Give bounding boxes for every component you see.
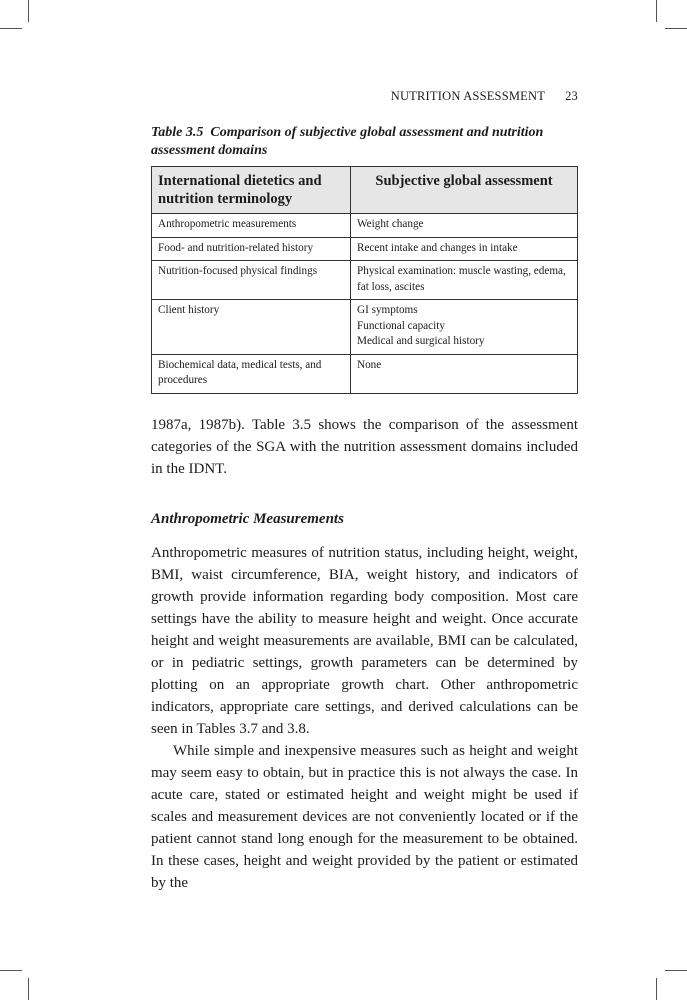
table-row <box>152 237 578 261</box>
cell-line: Weight change <box>357 218 424 230</box>
paragraph-text: Anthropometric measures of nutrition status, including height, weight, BMI, waist circumference, BIA, weight history, and indicators of growth provide information regarding body composition. Most care settings have the ability to measure height and weight. Once accurate height and weight measurements are available, BMI can be calculated, or in pediatric settings, growth parameters can be determined by plotting on an appropriate growth chart. Other anthropometric indicators, appropriate care settings, and derived calculations can be seen in Tables 3.7 and 3.8. <box>151 545 578 737</box>
table-caption-text: Comparison of subjective global assessment and nutrition assessment domains <box>151 125 544 158</box>
cell-sga <box>351 261 578 300</box>
cell-line: GI symptoms <box>357 304 418 316</box>
cell-line: Client history <box>158 304 220 316</box>
cell-idnt <box>152 214 351 238</box>
table-row <box>152 214 578 238</box>
cell-sga <box>351 214 578 238</box>
cell-line: Medical and surgical history <box>357 335 485 347</box>
cell-idnt <box>152 300 351 355</box>
cell-line: Physical examination: muscle wasting, edema, fat loss, ascites <box>357 265 566 293</box>
cell-idnt <box>152 237 351 261</box>
cell-line: Food- and nutrition-related history <box>158 241 314 254</box>
crop-mark <box>0 28 22 29</box>
paragraph-text: 1987a, 1987b). Table 3.5 shows the comparison of the assessment categories of the SGA with the nutrition assessment domains included in the IDNT. <box>151 417 578 477</box>
crop-mark <box>0 970 22 971</box>
page-number: 23 <box>565 89 578 103</box>
paragraph <box>151 414 578 480</box>
section-heading: Anthropometric Measurements <box>151 511 344 527</box>
cell-line: Biochemical data, medical tests, and procedures <box>158 358 322 386</box>
cell-idnt <box>152 261 351 300</box>
table-row <box>152 300 578 355</box>
table-body <box>152 214 578 394</box>
crop-mark <box>28 0 29 22</box>
running-head <box>151 89 578 104</box>
cell-sga <box>351 300 578 355</box>
table-row <box>152 261 578 300</box>
table-row <box>152 354 578 393</box>
column-header-sga: Subjective global assessment <box>351 167 578 214</box>
column-header-idnt: International dietetics and nutrition terminology <box>152 167 351 214</box>
cell-line: Nutrition-focused physical findings <box>158 265 318 277</box>
section-body <box>151 542 578 894</box>
cell-idnt <box>152 354 351 393</box>
cell-sga <box>351 237 578 261</box>
cell-line: None <box>357 358 382 371</box>
table-header-row <box>152 167 578 214</box>
crop-mark <box>656 978 657 1000</box>
cell-line: Recent intake and changes in intake <box>357 241 518 254</box>
crop-mark <box>656 0 657 22</box>
crop-mark <box>665 28 687 29</box>
cell-line: Functional capacity <box>357 319 445 332</box>
comparison-table <box>151 166 578 394</box>
paragraph-text: While simple and inexpensive measures such as height and weight may seem easy to obtain, but in practice this is not always the case. In acute care, stated or estimated height and weight might be used if scales and measurement devices are not conveniently located or if the patient cannot stand long enough for the measurement to be obtained. In these cases, height and weight provided by the patient or estimated by the <box>151 743 578 891</box>
table-number: Table 3.5 <box>151 125 204 140</box>
crop-mark <box>28 978 29 1000</box>
table-caption <box>151 124 581 160</box>
cell-sga <box>351 354 578 393</box>
crop-mark <box>665 970 687 971</box>
running-head-section: NUTRITION ASSESSMENT <box>390 89 546 103</box>
cell-line: Anthropometric measurements <box>158 218 297 230</box>
